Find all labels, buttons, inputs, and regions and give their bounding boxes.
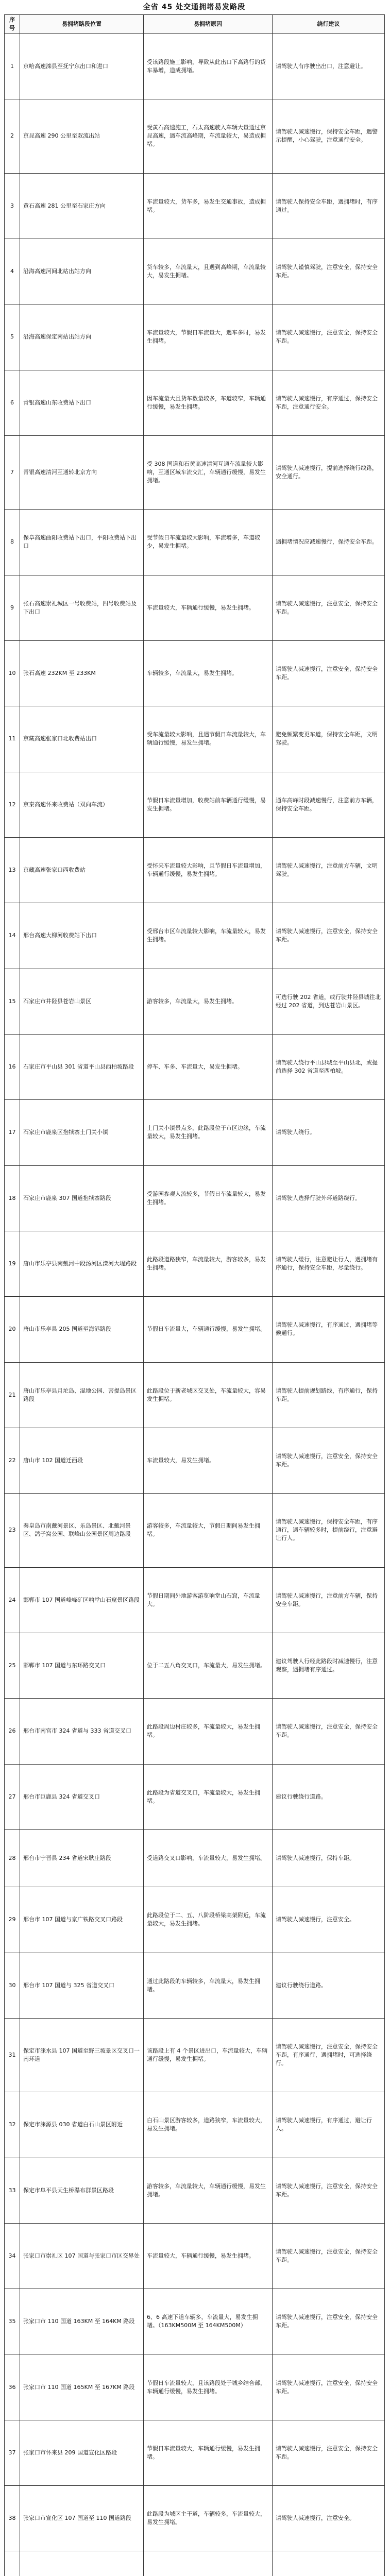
row-reason: 该路段上有 4 个景区进出口，车流量较大，车辆通行缓慢，易发生拥堵。 [144, 2018, 273, 2092]
row-number: 38 [5, 2486, 20, 2551]
row-location: 唐山市 102 国道迁西段 [20, 1428, 144, 1493]
row-advice: 请驾驶人减速慢行，注意安全，保持安全车距。 [273, 2354, 385, 2420]
row-location: 唐山市乐亭县南戴河中段汤河区滦河大堤路段 [20, 1231, 144, 1296]
row-reason: 游客较多，车流量大，易发生拥堵。 [144, 969, 273, 1034]
row-advice: 请驾驶人减速慢行，有序通过，保持安全车距，注意通行安全。 [273, 370, 385, 435]
table-row [5, 706, 385, 772]
row-number: 9 [5, 575, 20, 640]
table-row [5, 34, 385, 99]
table-row [5, 1699, 385, 1764]
table-row [5, 173, 385, 239]
row-location: 唐山市乐亭县 205 国道至海港路段 [20, 1297, 144, 1362]
row-number: 30 [5, 1953, 20, 2018]
row-number: 15 [5, 969, 20, 1034]
row-number: 29 [5, 1887, 20, 1953]
row-advice: 请驾驶人减速慢行，注意安全，保持安全车距。 [273, 1699, 385, 1764]
header-location: 易拥堵路段位置 [20, 15, 144, 34]
table-row [5, 1165, 385, 1231]
table-row [5, 2158, 385, 2223]
row-advice: 避免频繁变更车道，保持安全车距，文明驾驶。 [273, 706, 385, 772]
row-advice: 请驾驶人减速慢行，注意安全。 [273, 1887, 385, 1953]
row-number: 6 [5, 370, 20, 435]
row-reason: 土门关小镇景点多，此路段位于市区边缘，车流量较大，易发生拥堵。 [144, 1100, 273, 1165]
row-reason: 受黄石高速施工，石太高速驶入车辆大量通过京昆高速，遇车流高峰期，车流量较大，易造成拥堵。 [144, 99, 273, 173]
row-reason: 此路段为省道交叉口，车流量较大，易发生拥堵。 [144, 1764, 273, 1829]
row-reason: 此路段周边村庄较多，车流量较大，易发生拥堵。 [144, 1699, 273, 1764]
row-reason: 车辆较多，车流量大，易发生拥堵。 [144, 640, 273, 706]
row-number: 27 [5, 1764, 20, 1829]
row-reason: 此路段为城区主干道，车辆较多，车流量较大，易发生拥堵。 [144, 2486, 273, 2551]
row-reason [144, 2551, 273, 2576]
table-row [5, 2486, 385, 2551]
row-reason: 位于二五八角交叉口，车流量大，易发生拥堵。 [144, 1633, 273, 1698]
row-reason: 货车较多，车流量大，且遇到高峰期，车流量较大，易发生拥堵。 [144, 239, 273, 304]
row-advice: 请驾驶人选择行驶外环道路绕行。 [273, 1165, 385, 1231]
row-location: 石家庄市鹿泉区抱犊寨土门关小镇 [20, 1100, 144, 1165]
row-advice: 请驾驶人减速慢行，注意安全，保持安全车距，有序通行，遇拥堵时，可选择绕行。 [273, 2018, 385, 2092]
row-location: 邢台市宁晋县 234 省道宋耿庄路段 [20, 1829, 144, 1887]
row-number: 8 [5, 510, 20, 575]
table-row [5, 2092, 385, 2158]
row-advice: 请驾驶人减速慢行，注意安全，保持安全车距。 [273, 903, 385, 969]
row-number: 21 [5, 1362, 20, 1428]
row-advice: 请驾驶人减速慢行，注意安全，保持安全车距。 [273, 575, 385, 640]
row-advice: 请驾驶人减速慢行，注意安全，保持安全车距。 [273, 640, 385, 706]
table-row [5, 1362, 385, 1428]
row-advice: 请驾驶人谨慎驾驶，注意安全，保持安全车距。 [273, 239, 385, 304]
row-advice: 请驾驶人提前规划路线，有序通行，保持车距。 [273, 1362, 385, 1428]
row-advice: 请驾驶人减速慢行，提前选择绕行线路，安全通行。 [273, 435, 385, 509]
row-location: 石家庄市鹿泉 307 国道抱犊寨路段 [20, 1165, 144, 1231]
header-advice: 绕行建议 [273, 15, 385, 34]
row-advice: 请驾驶人减速慢行，注意安全，保持安全车距。 [273, 2158, 385, 2223]
row-location: 秦皇岛市南戴河景区、乐岛景区、北戴河景区、鸽子窝公园、联峰山公园景区周边路段 [20, 1494, 144, 1567]
row-location: 保定市阜平县天生桥瀑布群景区路段 [20, 2158, 144, 2223]
row-reason: 节假日车流量较大，车辆通行缓慢，易发生拥堵。 [144, 2420, 273, 2485]
row-location: 京秦高速怀来收费站（双向车流） [20, 772, 144, 837]
table-row [5, 1764, 385, 1829]
row-location: 唐山市乐亭县月坨岛、湿地公园、菩提岛景区路段 [20, 1362, 144, 1428]
row-location: 黄石高速 281 公里至石家庄方向 [20, 173, 144, 239]
row-location: 沿海高速河间北站出站方向 [20, 239, 144, 304]
row-number: 20 [5, 1297, 20, 1362]
row-reason: 车流量较大，货车多，易发生交通事故，造成拥堵。 [144, 173, 273, 239]
row-location: 京昆高速 290 公里至双流出站 [20, 99, 144, 173]
row-number [5, 2551, 20, 2576]
row-reason: 节假日车流量较大，且该路段处于城乡结合部，车辆通行缓慢，易发生拥堵。 [144, 2354, 273, 2420]
row-location: 京藏高速张家口北收费站出口 [20, 706, 144, 772]
table-row [5, 837, 385, 903]
row-reason: 游客较多，车流量较大，节假日期间易发生拥堵。 [144, 1494, 273, 1567]
row-number: 26 [5, 1699, 20, 1764]
table-row [5, 239, 385, 304]
row-location: 张家口市怀来县 209 国道宣化区路段 [20, 2420, 144, 2485]
table-header-row [5, 15, 385, 34]
row-advice: 请驾驶人减速慢行，保持车距。 [273, 1829, 385, 1887]
row-location: 保阜高速曲阳收费站下出口，平阳收费站下出口 [20, 510, 144, 575]
table-row [5, 1887, 385, 1953]
row-advice: 建议行驶绕行道路。 [273, 1764, 385, 1829]
row-location: 邢台市 107 国道与 325 省道交叉口 [20, 1953, 144, 2018]
row-advice: 遇拥堵情况应减速慢行，保持安全车距。 [273, 510, 385, 575]
row-reason: 受车流量较大影响，且遇节假日车流量较大，车辆通行缓慢，易发生拥堵。 [144, 706, 273, 772]
row-location: 张家口市崇礼区 107 国道与张家口市区交界处 [20, 2223, 144, 2289]
table-row [5, 1297, 385, 1362]
row-number: 23 [5, 1494, 20, 1567]
row-number: 1 [5, 34, 20, 99]
table-row [5, 510, 385, 575]
row-reason: 6、6 高速下道车辆多，车流量大，易发生拥堵。（163KM500M 至 164KM500M） [144, 2289, 273, 2354]
row-number: 32 [5, 2092, 20, 2158]
row-location: 邯郸市 107 国道峰峰矿区响堂山石窟景区路段 [20, 1567, 144, 1633]
row-advice: 请驾驶人减速慢行，注意安全，保持安全车距。 [273, 2223, 385, 2289]
row-reason: 游客较多，车流量较大，车辆通行缓慢，易发生拥堵。 [144, 2158, 273, 2223]
table-row [5, 772, 385, 837]
table-row [5, 2223, 385, 2289]
row-reason: 此路段道路狭窄，车流量较大，游客较多，易发生拥堵。 [144, 1231, 273, 1296]
table-row [5, 969, 385, 1034]
table-row [5, 1231, 385, 1296]
row-reason: 白石山景区游客较多，道路狭窄，车流量较大，易发生拥堵。 [144, 2092, 273, 2158]
row-location: 张石高速 232KM 至 233KM [20, 640, 144, 706]
row-number: 3 [5, 173, 20, 239]
table-row [5, 370, 385, 435]
row-reason: 通过此路段的车辆较多，车流量大，易发生拥堵。 [144, 1953, 273, 2018]
row-reason: 节假日车流量增加，收费站前车辆通行缓慢，易发生拥堵。 [144, 772, 273, 837]
table-row [5, 99, 385, 173]
table-body [5, 34, 385, 2576]
table-row [5, 1953, 385, 2018]
row-advice: 请驾驶人减速慢行，注意前方车辆，文明驾驶。 [273, 837, 385, 903]
row-advice: 可选行驶 202 省道，或行驶井陉县城往北经过 202 省道，到达苍岩山景区。 [273, 969, 385, 1034]
row-location: 张石高速崇礼城区一号收费站，四号收费站及下出口 [20, 575, 144, 640]
table-row [5, 1034, 385, 1099]
header-no: 序号 [5, 15, 20, 34]
row-reason: 受游园参观人流较多，节假日车流量较大，易发生拥堵。 [144, 1165, 273, 1231]
row-location: 京哈高速滦县至抚宁东出口和进口 [20, 34, 144, 99]
row-number: 33 [5, 2158, 20, 2223]
table-row [5, 1633, 385, 1698]
row-reason: 受该路段施工影响，导致从此出口下高路行的货车暴增，造成拥堵。 [144, 34, 273, 99]
table-row [5, 640, 385, 706]
row-advice: 请驾驶人减速慢行，保持安全车距，有序通行，遇车辆较多时，提前绕行，注意避让行人。 [273, 1494, 385, 1567]
row-number: 7 [5, 435, 20, 509]
row-number: 19 [5, 1231, 20, 1296]
row-number: 18 [5, 1165, 20, 1231]
row-number: 24 [5, 1567, 20, 1633]
table-row [5, 1428, 385, 1493]
row-location: 沿海高速保定南站出站方向 [20, 304, 144, 370]
row-reason: 节假日车流量大，车辆通行缓慢，易发生拥堵。 [144, 1297, 273, 1362]
row-advice: 通车高峰时段减速慢行，注意前方车辆，保持安全车距。 [273, 772, 385, 837]
table-row [5, 2551, 385, 2576]
row-reason: 受怀来车流量较大影响，且节假日车流量增加，车辆通行缓慢，易发生拥堵。 [144, 837, 273, 903]
row-location: 邢台市南宫市 324 省道与 333 省道交叉口 [20, 1699, 144, 1764]
row-number: 5 [5, 304, 20, 370]
row-advice: 请驾驶人绕行平山县城至平山县北，或提前选择 302 省道至西柏坡。 [273, 1034, 385, 1099]
row-number: 28 [5, 1829, 20, 1887]
row-number: 22 [5, 1428, 20, 1493]
row-location: 张家口市 110 国道 165KM 至 167KM 路段 [20, 2354, 144, 2420]
row-number: 4 [5, 239, 20, 304]
row-number: 35 [5, 2289, 20, 2354]
table-row [5, 1829, 385, 1887]
row-reason: 受道路交叉口影响，车流量较大，易发生拥堵。 [144, 1829, 273, 1887]
row-reason: 车流量较大，节假日车流量大，遇车多时，易发生拥堵。 [144, 304, 273, 370]
row-number: 25 [5, 1633, 20, 1698]
table-row [5, 575, 385, 640]
table-row [5, 435, 385, 509]
row-advice: 请驾驶人减速慢行，注意前方车辆，保持安全车距。 [273, 1567, 385, 1633]
table-row [5, 1494, 385, 1567]
row-location: 张家口市宣化区 107 国道至 110 国道路段 [20, 2486, 144, 2551]
row-reason: 此路段位于二、五、八阶段桥梁高架附近，车流量较大，易发生拥堵。 [144, 1887, 273, 1953]
row-reason: 因车流量大且货车数量较多，车道较窄，车辆通行缓慢，易发生拥堵。 [144, 370, 273, 435]
row-advice: 请驾驶人有序驶出出口，注意避让。 [273, 34, 385, 99]
row-number: 16 [5, 1034, 20, 1099]
row-reason: 车流量较大，车辆通行缓慢，易发生拥堵。 [144, 2223, 273, 2289]
row-location: 邢台高速大柳河收费站下出口 [20, 903, 144, 969]
row-reason: 节假日期间外地游客游览响堂山石窟，车流量大。 [144, 1567, 273, 1633]
row-advice: 请驾驶人减速慢行，有序通过，避让行人。 [273, 2092, 385, 2158]
row-reason: 此路段位于新老城区交叉处，车流量较大，容易发生拥堵。 [144, 1362, 273, 1428]
table-row [5, 2018, 385, 2092]
row-advice: 请驾驶人减速慢行，有序通过，遇拥堵等候通行。 [273, 1297, 385, 1362]
row-location: 邢台市 107 国道与京广铁路交叉口路段 [20, 1887, 144, 1953]
row-advice: 请驾驶人减速慢行，注意安全，保持安全车距。 [273, 2289, 385, 2354]
row-location [20, 2551, 144, 2576]
row-advice: 请驾驶人绕行。 [273, 1100, 385, 1165]
row-number: 13 [5, 837, 20, 903]
row-number: 17 [5, 1100, 20, 1165]
row-advice: 请驾驶人减速慢行，注意安全，保持安全车距。 [273, 304, 385, 370]
row-location: 石家庄市平山县 301 省道平山县西柏坡路段 [20, 1034, 144, 1099]
row-number: 12 [5, 772, 20, 837]
row-location: 保定市涞水县 107 国道至野三坡景区交叉口一南环道 [20, 2018, 144, 2092]
row-number: 36 [5, 2354, 20, 2420]
row-advice: 请驾驶人减速慢行，注意安全，保持安全车距。 [273, 2420, 385, 2485]
row-advice: 请驾驶人保持安全车距，遇拥堵时，有序通过。 [273, 173, 385, 239]
row-advice: 建议行驶绕行道路。 [273, 1953, 385, 2018]
row-number: 10 [5, 640, 20, 706]
table-row [5, 2354, 385, 2420]
page-title: 全省 45 处交通拥堵易发路段 [143, 3, 246, 11]
row-number: 31 [5, 2018, 20, 2092]
row-number: 2 [5, 99, 20, 173]
row-advice: 建议驾驶人行经此路段时减速慢行，注意观察，遇拥堵有序通过。 [273, 1633, 385, 1698]
row-number: 37 [5, 2420, 20, 2485]
row-location: 京藏高速张家口西收费站 [20, 837, 144, 903]
header-reason: 易拥堵原因 [144, 15, 273, 34]
row-reason: 受 308 国道和石黄高速清河互通车流量较大影响，互通区域车流交汇，车辆通行缓慢，易发生拥堵。 [144, 435, 273, 509]
row-location: 青银高速山东收费站下出口 [20, 370, 144, 435]
table-row [5, 2420, 385, 2485]
row-number: 11 [5, 706, 20, 772]
row-advice: 请驾驶人减速慢行，注意安全。 [273, 2486, 385, 2551]
row-advice: 请驾驶人减速慢行，注意安全，保持安全车距。 [273, 1428, 385, 1493]
row-number: 34 [5, 2223, 20, 2289]
table-row [5, 1567, 385, 1633]
table-row [5, 903, 385, 969]
row-reason: 车流量较大，易发生拥堵。 [144, 1428, 273, 1493]
row-location: 邢台市巨鹿县 324 省道交叉口 [20, 1764, 144, 1829]
row-advice: 请驾驶人减速慢行，保持安全车距，遇警示提醒，小心驾驶，注意通行安全。 [273, 99, 385, 173]
row-advice: 请驾驶人缓行，注意避让行人，遇拥堵有序通行，保持安全车距，尽量绕行。 [273, 1231, 385, 1296]
row-location: 石家庄市井陉县苍岩山景区 [20, 969, 144, 1034]
table-row [5, 2289, 385, 2354]
row-location: 邯郸市 107 国道与东环路交叉口 [20, 1633, 144, 1698]
table-row [5, 304, 385, 370]
row-reason: 停车、车多、车流量大，易发生拥堵。 [144, 1034, 273, 1099]
row-number: 14 [5, 903, 20, 969]
row-location: 保定市涞源县 030 省道白石山景区附近 [20, 2092, 144, 2158]
row-reason: 受节假日车流量较大影响，车流增多，车道较少，易发生拥堵。 [144, 510, 273, 575]
row-advice [273, 2551, 385, 2576]
table-row [5, 1100, 385, 1165]
row-reason: 车流量较大，车辆通行缓慢，易发生拥堵。 [144, 575, 273, 640]
row-location: 青银高速清河互通转北京方向 [20, 435, 144, 509]
congestion-table [4, 14, 385, 2576]
row-location: 张家口市 110 国道 163KM 至 164KM 路段 [20, 2289, 144, 2354]
document-sheet [4, 0, 384, 2576]
row-reason: 受邢台市区车流量较大影响，车流量较大，易发生拥堵。 [144, 903, 273, 969]
